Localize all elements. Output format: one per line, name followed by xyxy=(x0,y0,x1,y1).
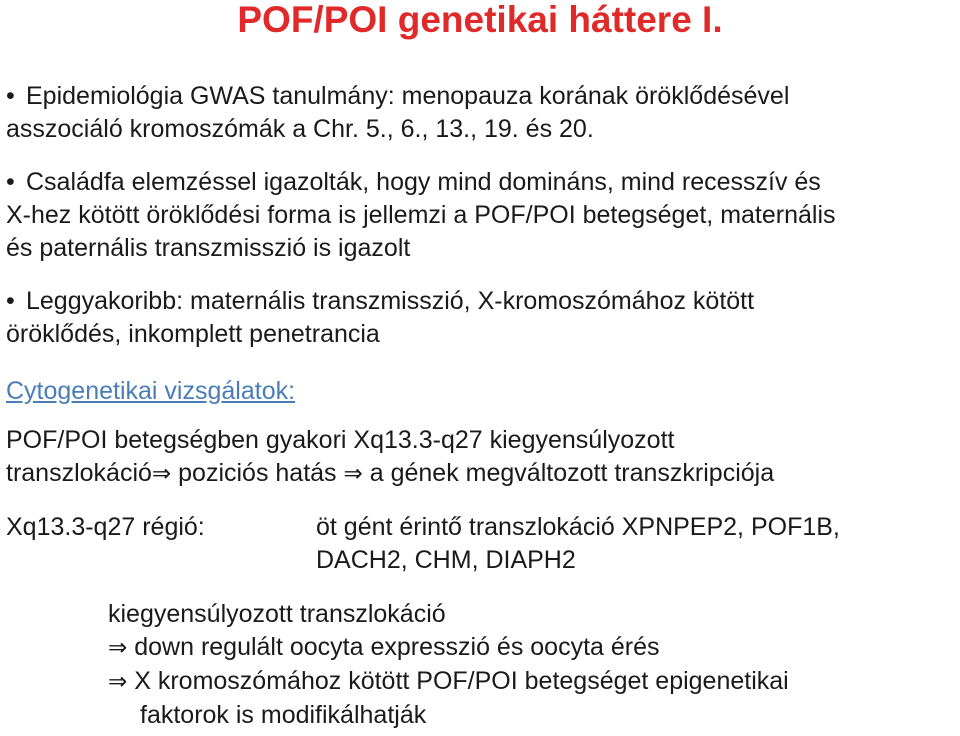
slide-title: POF/POI genetikai háttere I. xyxy=(237,0,723,40)
bullet-text: öröklődés, inkomplett penetrancia xyxy=(6,320,380,348)
cytogenetics-line: a gének megváltozott transzkripciója xyxy=(362,459,775,487)
bullet-epidemiology xyxy=(6,80,956,146)
conclusion-line: faktorok is modifikálhatják xyxy=(140,701,427,729)
conclusion-line: kiegyensúlyozott transzlokáció xyxy=(108,600,446,628)
bullet-text: és paternális transzmisszió is igazolt xyxy=(6,234,411,262)
conclusion xyxy=(108,598,789,732)
conclusion-line: down regulált oocyta expresszió és oocyta érés xyxy=(127,633,660,661)
cytogenetics-line: POF/POI betegségben gyakori Xq13.3-q27 kiegyensúlyozott xyxy=(6,426,675,454)
bullet-most-common xyxy=(6,285,956,351)
bullet-text: Leggyakoribb: maternális transzmisszió, X-kromoszómához kötött xyxy=(26,287,755,315)
cytogenetics-text xyxy=(6,424,956,491)
cytogenetics-line: transzlokáció xyxy=(6,459,152,487)
region-line: öt gént érintő transzlokáció XPNPEP2, POF1B, xyxy=(316,513,840,541)
implies-arrow-icon: ⇒ xyxy=(343,461,363,487)
cytogenetics-line: poziciós hatás xyxy=(171,459,344,487)
implies-arrow-icon: ⇒ xyxy=(108,635,128,661)
region-line: DACH2, CHM, DIAPH2 xyxy=(316,546,576,574)
bullet-dot: • xyxy=(6,168,15,196)
bullet-text: X-hez kötött öröklődési forma is jellemzi a POF/POI betegséget, maternális xyxy=(6,201,836,229)
bullet-dot: • xyxy=(6,82,15,110)
region-genes xyxy=(316,511,840,577)
bullet-text: asszociáló kromoszómák a Chr. 5., 6., 13., 19. és 20. xyxy=(6,115,594,143)
implies-arrow-icon: ⇒ xyxy=(108,669,128,695)
region-label: Xq13.3-q27 régió: xyxy=(6,513,205,541)
conclusion-line: X kromoszómához kötött POF/POI betegséget epigenetikai xyxy=(127,667,789,695)
bullet-text: Epidemiológia GWAS tanulmány: menopauza korának öröklődésével xyxy=(26,82,790,110)
bullet-text: Családfa elemzéssel igazolták, hogy mind domináns, mind recesszív és xyxy=(26,168,821,196)
bullet-pedigree xyxy=(6,166,956,265)
bullet-dot: • xyxy=(6,287,15,315)
cytogenetics-heading[interactable]: Cytogenetikai vizsgálatok: xyxy=(6,377,296,405)
implies-arrow-icon: ⇒ xyxy=(151,461,172,487)
